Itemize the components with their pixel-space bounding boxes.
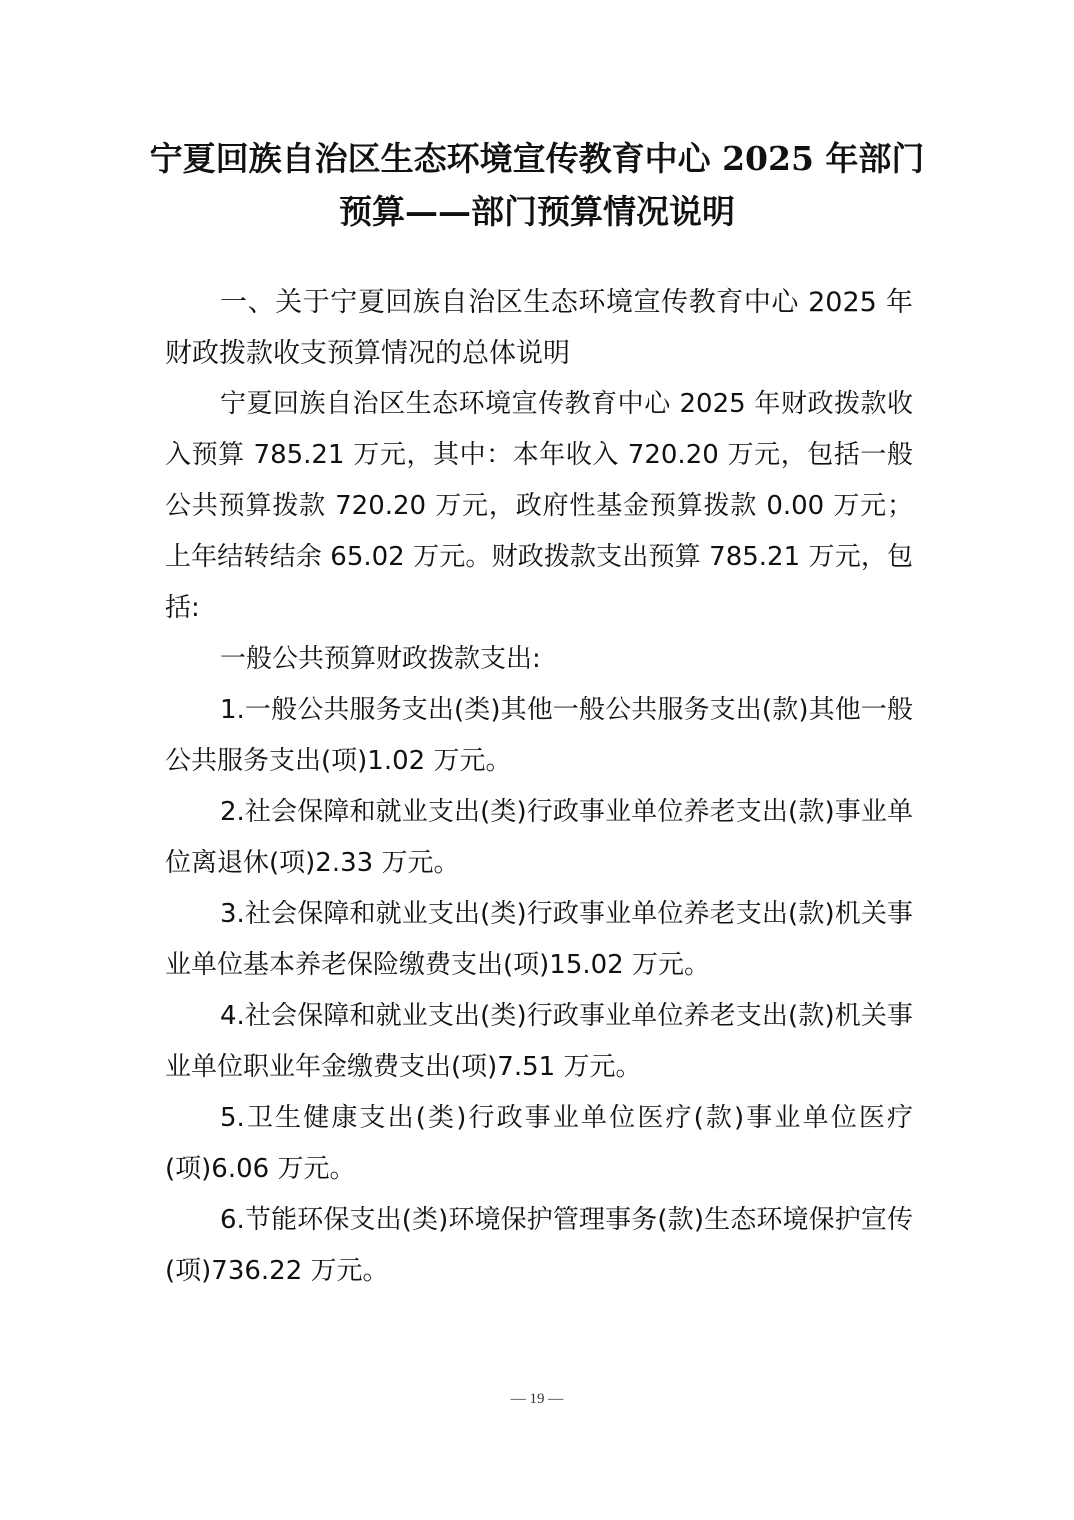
title-line-2: 预算——部门预算情况说明 [339, 192, 735, 231]
list-item: 2.社会保障和就业支出(类)行政事业单位养老支出(款)事业单位离退休(项)2.33 万元。 [165, 797, 913, 878]
list-item: 6.节能环保支出(类)环境保护管理事务(款)生态环境保护宣传(项)736.22 万元。 [165, 1205, 913, 1286]
list-item: 3.社会保障和就业支出(类)行政事业单位养老支出(款)机关事业单位基本养老保险缴费支出(项)15.02 万元。 [165, 899, 913, 980]
list-item: 5.卫生健康支出(类)行政事业单位医疗(款)事业单位医疗(项)6.06 万元。 [165, 1103, 913, 1184]
list-item: 1.一般公共服务支出(类)其他一般公共服务支出(款)其他一般公共服务支出(项)1.02 万元。 [165, 695, 913, 776]
title-line-1: 宁夏回族自治区生态环境宣传教育中心 2025 年部门 [149, 139, 925, 178]
expenditure-subheading: 一般公共预算财政拨款支出: [220, 644, 541, 674]
document-body [165, 277, 913, 1297]
intro-paragraph: 宁夏回族自治区生态环境宣传教育中心 2025 年财政拨款收入预算 785.21 万元，其中：本年收入 720.20 万元，包括一般公共预算拨款 720.20 万元，政府性基金预算拨款 0.00 万元；上年结转结余 65.02 万元。财政拨款支出预算 785.21 万元，包括: [165, 389, 913, 623]
list-item: 4.社会保障和就业支出(类)行政事业单位养老支出(款)机关事业单位职业年金缴费支出(项)7.51 万元。 [165, 1001, 913, 1082]
page-number: — 19 — [510, 1391, 564, 1407]
section-heading: 一、关于宁夏回族自治区生态环境宣传教育中心 2025 年财政拨款收支预算情况的总体说明 [165, 287, 913, 369]
document-title [140, 132, 934, 238]
